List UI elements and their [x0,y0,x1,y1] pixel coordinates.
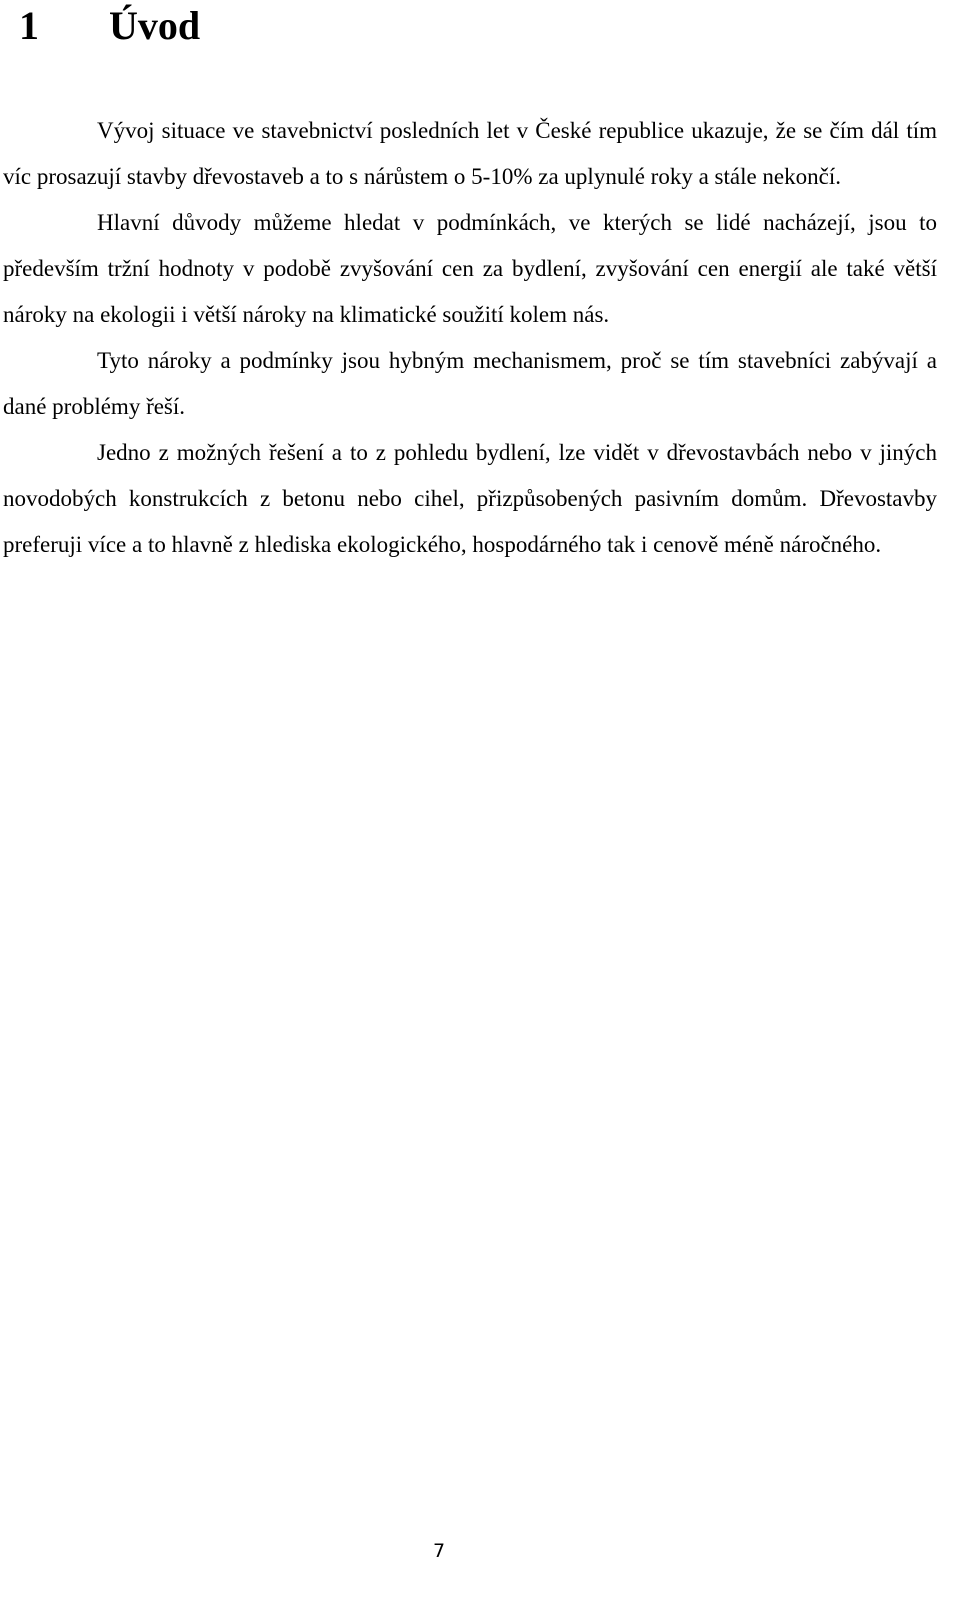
paragraph: Tyto nároky a podmínky jsou hybným mechanismem, proč se tím stavebníci zabývají a dané problémy řeší. [3,348,937,419]
chapter-number: 1 [19,3,39,48]
paragraph: Jedno z možných řešení a to z pohledu bydlení, lze vidět v dřevostavbách nebo v jiných novodobých konstrukcích z betonu nebo cihel, přizpůsobených pasivním domům. Dřevostavby preferuji více a to hlavně z hlediska ekologického, hospodárného tak i cenově méně náročného. [3,440,937,557]
chapter-title: Úvod [109,3,201,48]
paragraph: Vývoj situace ve stavebnictví posledních let v České republice ukazuje, že se čím dál tím víc prosazují stavby dřevostaveb a to s nárůstem o 5-10% za uplynulé roky a stále nekončí. [3,118,937,189]
chapter-heading [19,2,200,50]
page-number: 7 [432,1540,446,1562]
paragraph: Hlavní důvody můžeme hledat v podmínkách, ve kterých se lidé nacházejí, jsou to především tržní hodnoty v podobě zvyšování cen za bydlení, zvyšování cen energií ale také větší nároky na ekologii i větší nároky na klimatické soužití kolem nás. [3,210,937,327]
body-text [3,108,937,568]
